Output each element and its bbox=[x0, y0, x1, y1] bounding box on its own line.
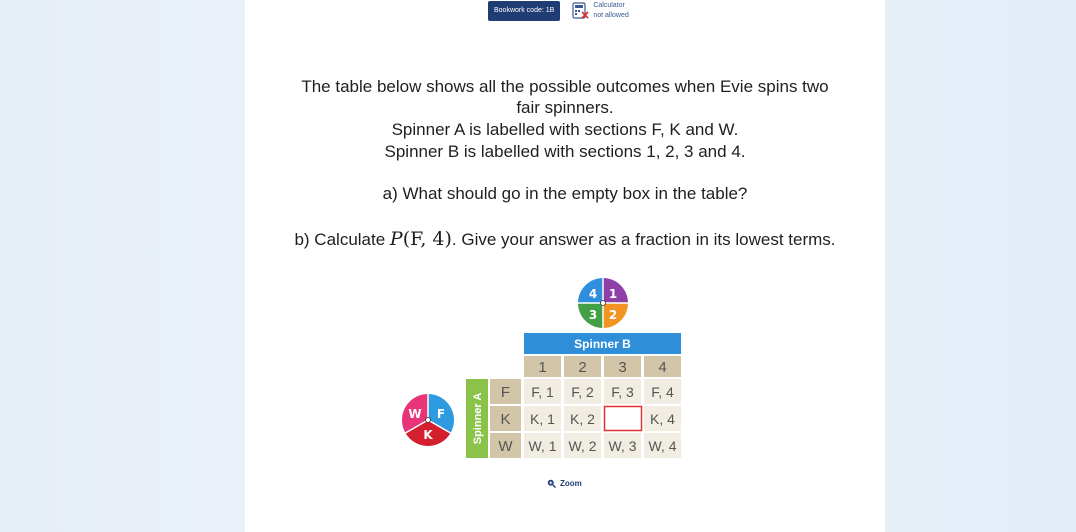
cell-w-2: W, 2 bbox=[568, 438, 597, 454]
cell-w-1: W, 1 bbox=[528, 438, 557, 454]
question-line-1: The table below shows all the possible outcomes when Evie spins two bbox=[301, 77, 829, 96]
cell-k-1: K, 1 bbox=[530, 411, 555, 427]
question-header bbox=[488, 1, 629, 21]
part-b-suffix: . Give your answer as a fraction in its lowest terms. bbox=[451, 230, 836, 249]
row-label-f: F bbox=[500, 384, 511, 401]
spinner-b-diagram bbox=[577, 277, 629, 329]
zoom-label: Zoom bbox=[560, 479, 582, 488]
spinner-a-label-k: K bbox=[423, 428, 433, 442]
question-part-a: a) What should go in the empty box in the table? bbox=[382, 184, 748, 203]
cell-w-3: W, 3 bbox=[608, 438, 637, 454]
question-part-b bbox=[245, 228, 885, 250]
spinner-a-label-w: W bbox=[408, 407, 422, 421]
spinner-b-label-2: 2 bbox=[608, 308, 618, 322]
spinner-b-label-4: 4 bbox=[588, 287, 598, 301]
zoom-icon bbox=[547, 479, 556, 488]
spinner-b-label-3: 3 bbox=[588, 308, 598, 322]
cell-w-4: W, 4 bbox=[648, 438, 677, 454]
calculator-status-label: not allowed bbox=[593, 12, 629, 19]
spinner-a-label-f: F bbox=[436, 407, 446, 421]
question-line-2: fair spinners. bbox=[516, 98, 614, 117]
outcome-table bbox=[465, 332, 683, 460]
calculator-not-allowed-icon bbox=[572, 2, 590, 20]
cell-f-1: F, 1 bbox=[531, 384, 554, 400]
column-header-2: 2 bbox=[578, 359, 587, 376]
spinner-a-diagram bbox=[401, 393, 455, 447]
question-line-3: Spinner A is labelled with sections F, K and W. bbox=[391, 120, 739, 139]
zoom-button[interactable] bbox=[547, 479, 582, 488]
cell-f-2: F, 2 bbox=[571, 384, 594, 400]
row-label-w: W bbox=[498, 438, 513, 455]
spinner-b-header-label: Spinner B bbox=[574, 337, 631, 351]
part-b-prefix: b) Calculate bbox=[294, 230, 390, 249]
probability-expression bbox=[390, 228, 452, 250]
probability-arguments: (F, 4) bbox=[402, 228, 452, 250]
bookwork-code-badge: Bookwork code: 1B bbox=[488, 1, 560, 21]
column-header-1: 1 bbox=[538, 359, 547, 376]
spinner-a-header-label: Spinner A bbox=[472, 392, 484, 445]
calculator-label: Calculator bbox=[593, 2, 625, 9]
cell-f-4: F, 4 bbox=[651, 384, 674, 400]
cell-k-4: K, 4 bbox=[650, 411, 675, 427]
column-header-3: 3 bbox=[618, 359, 627, 376]
question-intro bbox=[245, 76, 885, 162]
cell-f-3: F, 3 bbox=[611, 384, 634, 400]
probability-symbol: P bbox=[389, 228, 403, 250]
row-label-k: K bbox=[500, 411, 511, 428]
column-header-4: 4 bbox=[658, 359, 667, 376]
cell-k-2: K, 2 bbox=[570, 411, 595, 427]
empty-answer-box bbox=[605, 407, 642, 431]
question-card bbox=[245, 0, 885, 532]
calculator-status bbox=[572, 1, 628, 21]
question-line-4: Spinner B is labelled with sections 1, 2, 3 and 4. bbox=[384, 142, 746, 161]
spinner-b-label-1: 1 bbox=[608, 287, 618, 301]
